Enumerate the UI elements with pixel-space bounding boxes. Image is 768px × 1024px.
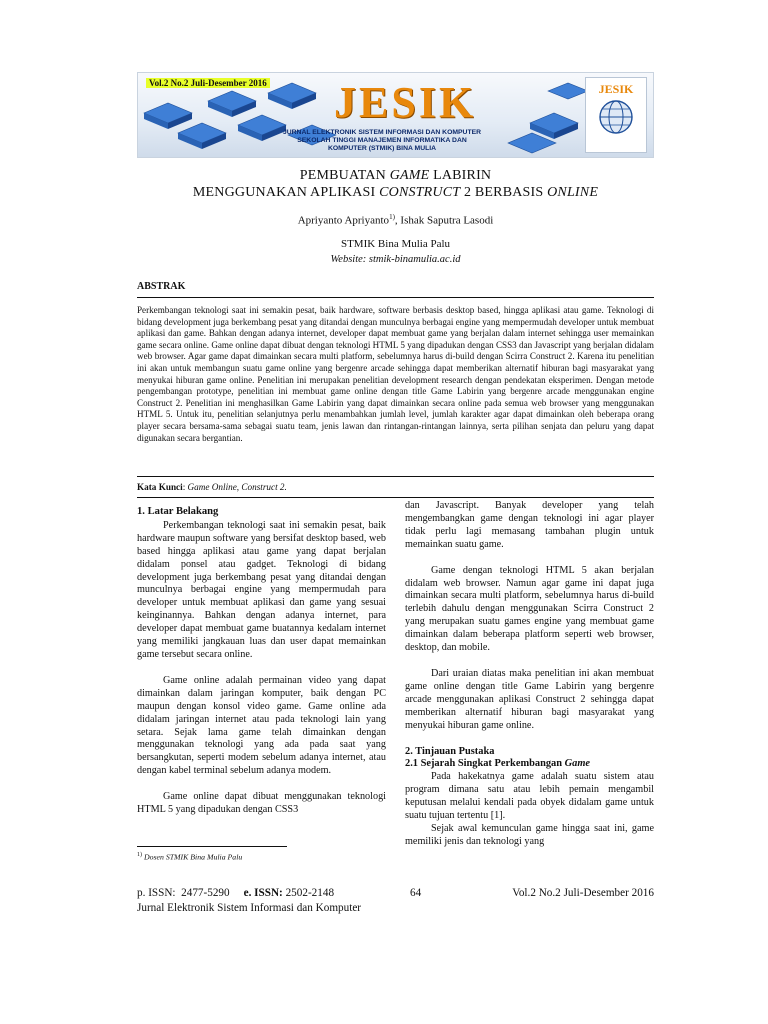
spacer (405, 655, 654, 668)
title-part: MENGGUNAKAN APLIKASI (192, 184, 380, 200)
title-part: CONSTRUCT (379, 184, 461, 200)
paragraph: Sejak awal kemunculan game hingga saat ini, game memiliki jenis dan teknologi yang (405, 822, 654, 847)
page-number: 64 (410, 887, 422, 899)
banner-brand: JESIK (334, 78, 477, 127)
paragraph: Game online adalah permainan video yang dapat dimainkan dalam jaringan komputer, baik dengan PC maupun dengan konsol video game. Game online ada didalam jaringan internet atau pada teknologi lain yang setara. Sejak lama game telah dimainkan dengan menggunakan teknologi yang ada pada saat yang bersangkutan, seperti modem sebelum adanya internet, atau dengan kabel terminal sebelum adanya modem. (137, 674, 386, 777)
globe-icon (597, 98, 635, 136)
subsection-em: Game (564, 758, 591, 770)
pissn: 2477-5290 (181, 887, 230, 899)
paragraph: dan Javascript. Banyak developer yang telah mengembangkan game dengan teknologi ini agar player tidak perlu lagi memasang tambahan plugin untuk memainkan suatu game. (405, 500, 654, 550)
footer-issn (137, 887, 334, 900)
banner-line: JURNAL ELEKTRONIK SISTEM INFORMASI DAN KOMPUTER (282, 129, 482, 136)
institution: STMIK Bina Mulia Palu (340, 238, 451, 250)
keywords: Kata Kunci: Game Online, Construct 2. (137, 482, 287, 492)
subsection-heading (405, 758, 654, 771)
divider (137, 476, 654, 477)
paragraph: Game online dapat dibuat menggunakan teknologi HTML 5 yang dipadukan dengan CSS3 (137, 791, 386, 816)
author-1: Apriyanto Apriyanto (297, 214, 390, 227)
keywords-label: Kata Kunci (137, 482, 183, 492)
journal-banner (137, 72, 654, 158)
title-part: GAME (389, 168, 430, 183)
title-part: LABIRIN (429, 168, 492, 183)
footer-volume: Vol.2 No.2 Juli-Desember 2016 (512, 887, 654, 899)
abstract-heading: ABSTRAK (137, 281, 186, 292)
title-part: ONLINE (547, 184, 599, 200)
banner-volume: Vol.2 No.2 Juli-Desember 2016 (146, 78, 270, 88)
journal-logo (585, 77, 647, 153)
footnote-text: Dosen STMIK Bina Mulia Palu (142, 852, 243, 862)
section-heading: 1. Latar Belakang (137, 506, 219, 517)
paper-title (137, 168, 654, 201)
title-line-1 (137, 168, 654, 185)
spacer (137, 778, 386, 791)
website: Website: stmik-binamulia.ac.id (330, 254, 461, 265)
paragraph: Perkembangan teknologi saat ini semakin pesat, baik hardware maupun software yang bersifat desktop based, web based hingga aplikasi atau game yang dapat berjalan didalam ponsel atau gadget. Teknologi di bidang development juga berkembang pesat yang ditandai dengan munculnya berbagai engine yang mempermudah para developer untuk membuat aplikasi dan game yang sesuai keinginannya. Bahkan dengan adanya internet, para developer dapat membuat game buatannya kedalam internet yang memiliki jangkauan luas dan user dapat memainkan game tersebut secara online. (137, 519, 386, 660)
abstract-text: Perkembangan teknologi saat ini semakin pesat, baik hardware, software berbasis desktop based, hingga aplikasi atau game. Teknologi di bidang development juga berkembang pesat yang ditandai dengan munculnya berbagai engine yang mempermudah developer untuk membuat aplikasi dan game. Bahkan dengan adanya internet, developer dapat membuat game yang berjalan dalam internet sehingga user memainkan game secara online. Game online dapat dibuat dengan teknologi HTML 5 yang dipadukan dengan CSS3 dan Javascript yang berjalan didalam web browser. Agar game dapat dimainkan secara multi platform, sebelumnya harus di-build dengan Scirra Construct 2. Karena itu penelitian ini akan untuk membangun suatu game online yang bergenre arcade sehingga dapat memberikan alternatif hiburan bagi masyarakat yang menyukai hiburan game online. Penelitian ini merupakan penelitian development research dengan pendekatan eksperimen. Dengan metode pengembangan prototype, penelitian ini membuat game online dengan title Game Labirin yang bergenre arcade menggunakan engine Construct 2. Penelitian ini menghasilkan Game Labirin yang dapat dimainkan secara online pada semua web browser yang menggunakan HTML 5. Untuk itu, penelitian selanjutnya perlu menambahkan jumlah level, jumlah karakter agar dapat dimainkan oleh beberapa orang player secara bersama-sama sebagai suatu team, jenis lawan dan rintangan-rintangan lainnya, serta pilihan senjata dan peluru yang dapat digunakan secara bergantian. (137, 305, 654, 443)
banner-line: KOMPUTER (STMIK) BINA MULIA (327, 145, 437, 153)
footnote-mark: 1) (137, 852, 142, 858)
spacer (137, 662, 386, 675)
paragraph: Dari uraian diatas maka penelitian ini akan membuat game online dengan title Game Labirin yang bergenre arcade menggunakan aplikasi Construct 2 sehingga dapat memberikan alternatif hiburan bagi masyarakat yang menyukai hiburan game online. (405, 667, 654, 731)
right-column (405, 500, 654, 849)
footer-journal: Jurnal Elektronik Sistem Informasi dan Komputer (137, 902, 362, 914)
author-1-note: 1) (389, 213, 395, 221)
pissn-label: p. ISSN: (137, 887, 176, 899)
keywords-value: Game Online, Construct 2. (187, 482, 287, 492)
title-line-2 (137, 185, 654, 202)
footnote-rule (137, 846, 287, 847)
banner-line: SEKOLAH TINGGI MANAJEMEN INFORMATIKA DAN (297, 137, 467, 145)
left-column (137, 502, 386, 817)
spacer (405, 733, 654, 746)
spacer (405, 552, 654, 565)
divider (137, 297, 654, 298)
author-2: , Ishak Saputra Lasodi (394, 214, 494, 227)
subsection-prefix: 2.1 Sejarah Singkat Perkembangan (405, 758, 565, 770)
title-part: 2 BERBASIS (460, 184, 548, 200)
footnote (137, 852, 242, 862)
title-part: PEMBUATAN (299, 168, 390, 183)
authors (137, 213, 654, 227)
eissn-label: e. ISSN: (243, 887, 283, 899)
section-heading: 2. Tinjauan Pustaka (405, 745, 495, 757)
divider (137, 497, 654, 498)
eissn: 2502-2148 (285, 887, 335, 899)
logo-text: JESIK (598, 82, 634, 96)
paragraph: Game dengan teknologi HTML 5 akan berjalan didalam web browser. Namun agar game ini dapat juga dimainkan secara multi platform, sebelumnya harus di-build terlebih dahulu dengan menggunakan Scirra Construct 2 yang merupakan suatu games engine yang membuat game dimainkan dalam beberapa platform seperti web browser, desktop, dan mobile. (405, 564, 654, 654)
paragraph: Pada hakekatnya game adalah suatu sistem atau program dimana satu atau lebih pemain mengambil keputusan melalui kendali pada obyek didalam game untuk suatu tujuan tertentu [1]. (405, 771, 654, 822)
banner-subtitle (254, 129, 510, 154)
